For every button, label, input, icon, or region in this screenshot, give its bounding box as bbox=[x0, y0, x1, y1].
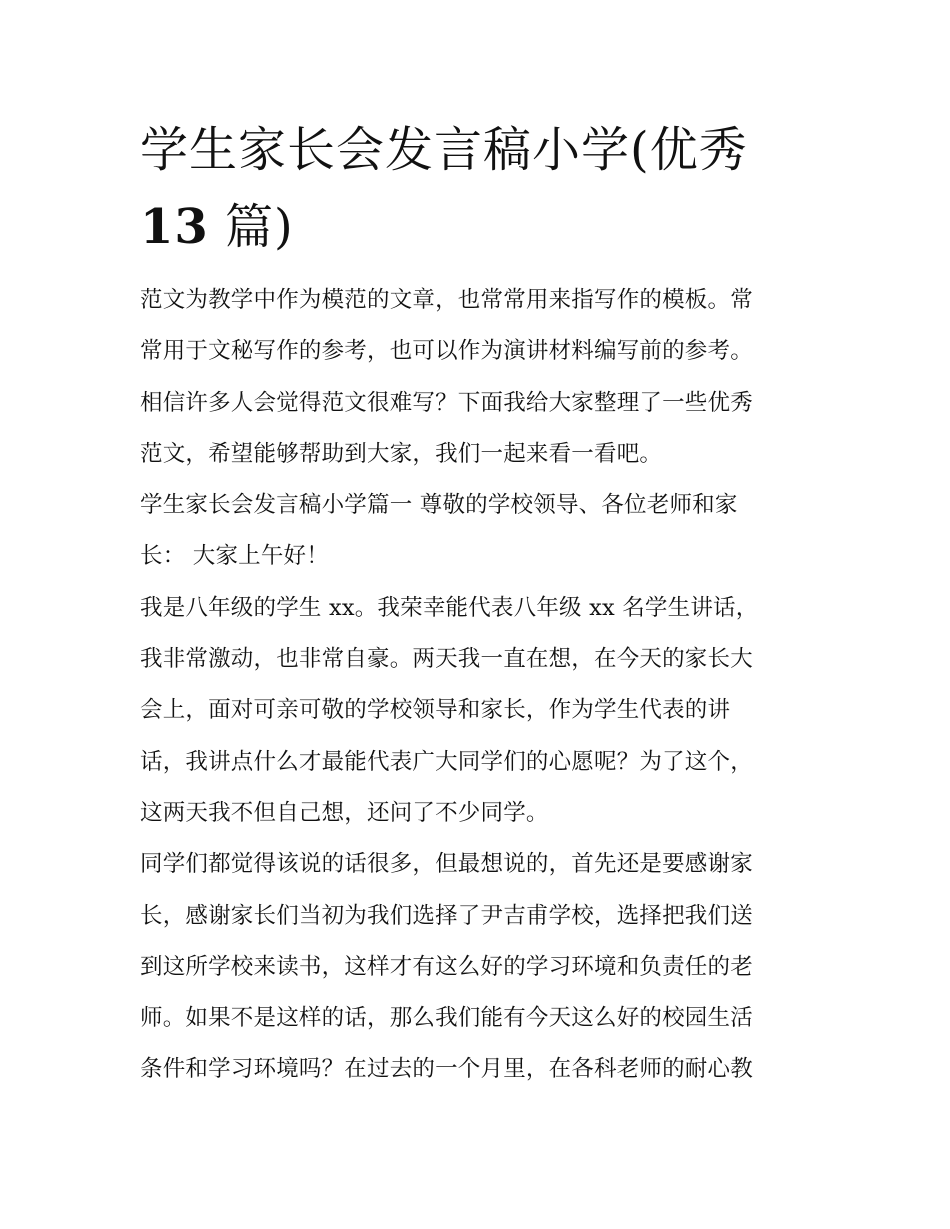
title-number: 13 bbox=[140, 199, 209, 255]
text-line: 常用于文秘写作的参考，也可以作为演讲材料编写前的参考。 bbox=[140, 338, 753, 365]
text-line: 话，我讲点什么才最能代表广大同学们的心愿呢？为了这个， bbox=[140, 748, 753, 775]
text-line: 范文，希望能够帮助到大家，我们一起来看一看吧。 bbox=[140, 440, 663, 467]
text-line: 师。如果不是这样的话，那么我们能有今天这么好的校园生活 bbox=[140, 1005, 753, 1032]
text-line: 相信许多人会觉得范文很难写？下面我给大家整理了一些优秀 bbox=[140, 389, 753, 416]
text-line: 范文为教学中作为模范的文章，也常常用来指写作的模板。常 bbox=[140, 287, 753, 313]
text-line: 到这所学校来读书，这样才有这么好的学习环境和负责任的老 bbox=[140, 953, 753, 980]
text-line: 我非常激动，也非常自豪。两天我一直在想，在今天的家长大 bbox=[140, 646, 753, 673]
document-body bbox=[140, 279, 812, 1100]
text-line: 这两天我不但自己想，还问了不少同学。 bbox=[140, 799, 549, 826]
text-line: 会上，面对可亲可敬的学校领导和家长，作为学生代表的讲 bbox=[140, 697, 731, 724]
title-line-1: 学生家长会发言稿小学(优秀 bbox=[140, 122, 748, 178]
text-line: 同学们都觉得该说的话很多，但最想说的，首先还是要感谢家 bbox=[140, 851, 753, 878]
text-line: 我是八年级的学生 xx。我荣幸能代表八年级 xx 名学生讲话， bbox=[140, 594, 759, 621]
text-line: 条件和学习环境吗？在过去的一个月里，在各科老师的耐心教 bbox=[140, 1056, 753, 1083]
text-line: 长，感谢家长们当初为我们选择了尹吉甫学校，选择把我们送 bbox=[140, 902, 753, 929]
title-line-2: 篇) bbox=[208, 199, 294, 255]
text-line: 学生家长会发言稿小学篇一 尊敬的学校领导、各位老师和家 bbox=[140, 492, 738, 519]
document-title bbox=[140, 112, 820, 266]
text-line: 长： 大家上午好！ bbox=[140, 543, 329, 570]
